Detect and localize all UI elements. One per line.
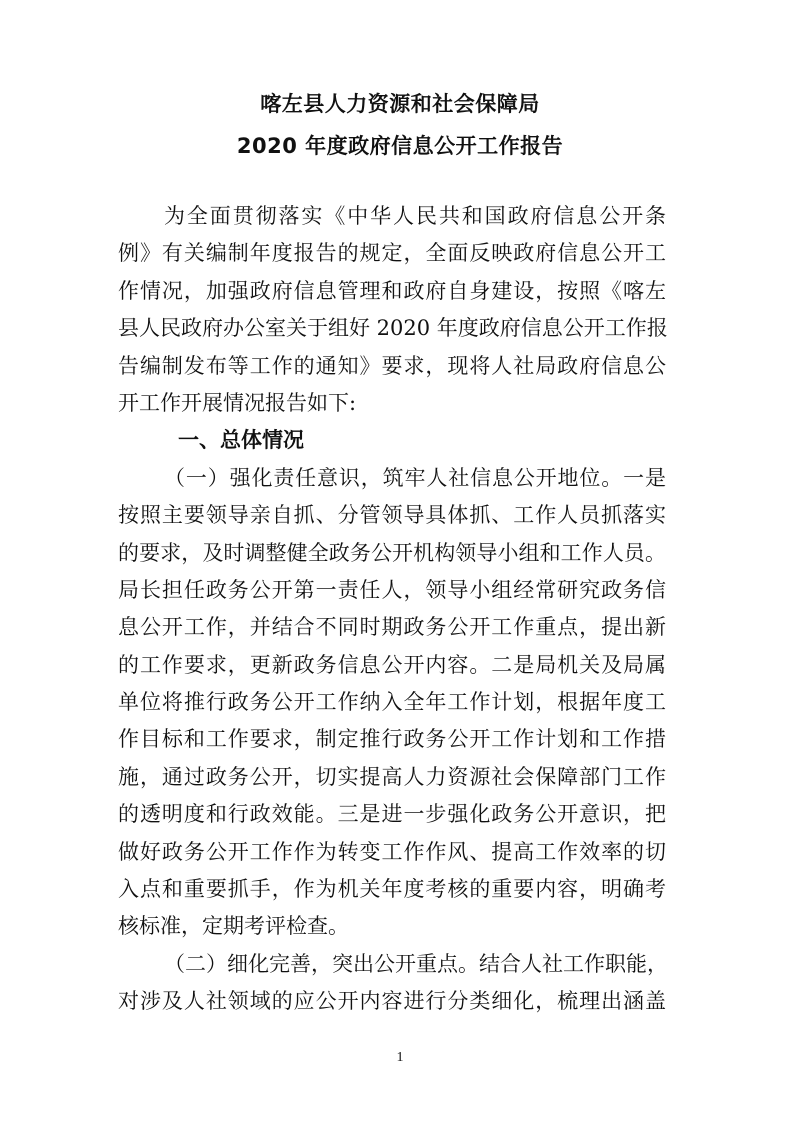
- paragraph-line: 例》有关编制年度报告的规定，全面反映政府信息公开工: [118, 241, 666, 266]
- section-heading: 一、总体情况: [178, 428, 304, 453]
- paragraph-line: 县人民政府办公室关于组好 2020 年度政府信息公开工作报: [118, 316, 668, 341]
- paragraph-line: 息公开工作，并结合不同时期政务公开工作重点，提出新: [118, 615, 666, 640]
- paragraph-line: 为全面贯彻落实《中华人民共和国政府信息公开条: [164, 204, 666, 228]
- paragraph-line: 的透明度和行政效能。三是进一步强化政务公开意识，把: [118, 802, 666, 827]
- paragraph-line: 局长担任政务公开第一责任人，领导小组经常研究政务信: [118, 577, 666, 602]
- paragraph-line: 施，通过政务公开，切实提高人力资源社会保障部门工作: [118, 764, 666, 789]
- paragraph-line: 作情况，加强政府信息管理和政府自身建设，按照《喀左: [118, 278, 666, 303]
- paragraph-line: 做好政务公开工作作为转变工作作风、提高工作效率的切: [118, 839, 666, 864]
- paragraph-line: （一）强化责任意识，筑牢人社信息公开地位。一是: [164, 465, 666, 490]
- paragraph-line: 按照主要领导亲自抓、分管领导具体抓、工作人员抓落实: [118, 503, 666, 528]
- document-title: 喀左县人力资源和社会保障局: [260, 92, 540, 116]
- page-number: 1: [396, 1050, 404, 1065]
- paragraph-line: 作目标和工作要求，制定推行政务公开工作计划和工作措: [118, 727, 666, 752]
- paragraph-line: 对涉及人社领域的应公开内容进行分类细化，梳理出涵盖: [118, 989, 666, 1014]
- paragraph-line: 的要求，及时调整健全政务公开机构领导小组和工作人员。: [118, 540, 666, 565]
- document-subtitle: 2020 年度政府信息公开工作报告: [236, 134, 564, 158]
- paragraph-line: （二）细化完善，突出公开重点。结合人社工作职能，: [164, 951, 668, 976]
- paragraph-line: 的工作要求，更新政务信息公开内容。二是局机关及局属: [118, 652, 666, 677]
- paragraph-line: 单位将推行政务公开工作纳入全年工作计划，根据年度工: [118, 690, 666, 715]
- document-body: [118, 198, 666, 1021]
- paragraph-line: 核标准，定期考评检查。: [118, 914, 349, 939]
- paragraph-line: 入点和重要抓手，作为机关年度考核的重要内容，明确考: [118, 877, 666, 902]
- paragraph-line: 告编制发布等工作的通知》要求，现将人社局政府信息公: [118, 353, 666, 378]
- paragraph-line: 开工作开展情况报告如下:: [118, 390, 357, 415]
